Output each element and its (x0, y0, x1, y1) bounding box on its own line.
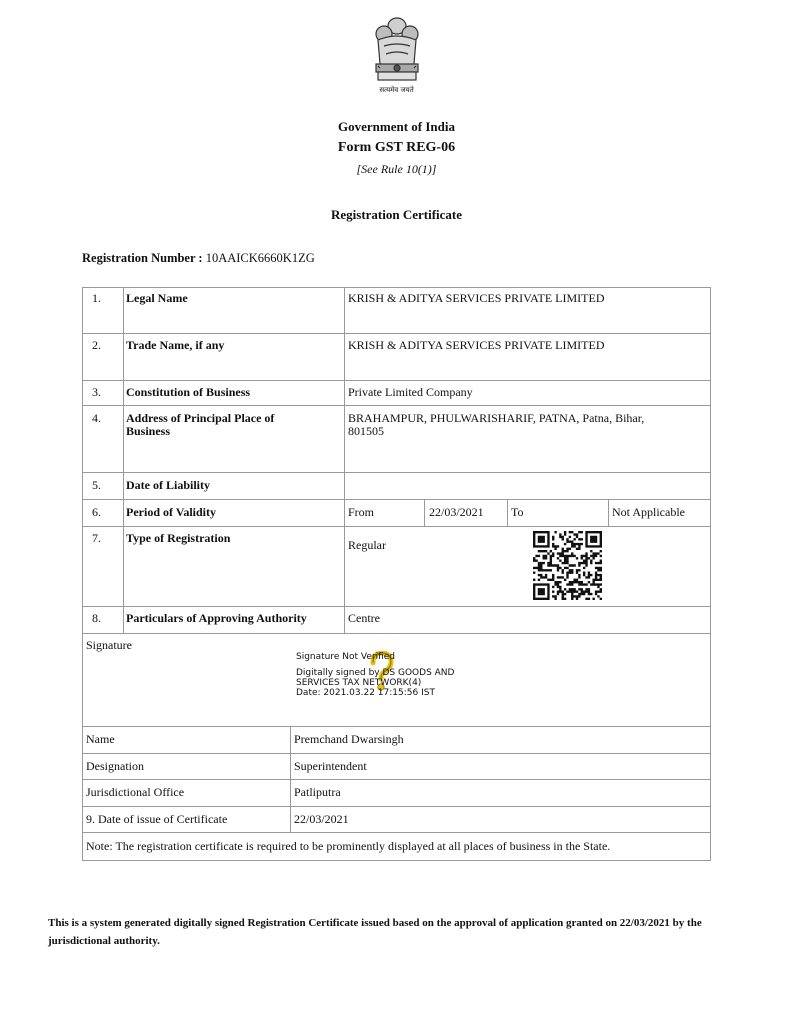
officer-name-value: Premchand Dwarsingh (294, 732, 404, 746)
date-of-liability-label: Date of Liability (126, 478, 210, 492)
validity-from-date: 22/03/2021 (429, 505, 484, 519)
registration-number-label: Registration Number : (82, 251, 203, 265)
row-1-number: 1. (92, 291, 101, 305)
footer-statement: This is a system generated digitally signed Registration Certificate issued based on the approval of application granted on 22/03/2021 by the jurisdictional authority. (48, 917, 702, 947)
form-heading: Form GST REG-06 (337, 140, 456, 155)
signature-status-text: Signature Not Verified (296, 652, 396, 662)
emblem-motto: सत्यमेव जयते (379, 86, 414, 94)
constitution-value: Private Limited Company (348, 385, 473, 399)
row-3-number: 3. (92, 385, 101, 399)
officer-name-label: Name (86, 732, 115, 746)
validity-to-value: Not Applicable (612, 505, 685, 519)
address-label-line-2: Business (126, 424, 171, 438)
row-6-number: 6. (92, 505, 101, 519)
address-label-line-1: Address of Principal Place of (126, 411, 275, 425)
row-5-number: 5. (92, 478, 101, 492)
period-of-validity-label: Period of Validity (126, 505, 217, 519)
issue-date-value: 22/03/2021 (294, 812, 349, 826)
jurisdictional-office-label: Jurisdictional Office (86, 785, 185, 799)
type-of-registration-value: Regular (348, 538, 386, 552)
government-heading: Government of India (338, 119, 455, 134)
row-4-number: 4. (92, 411, 101, 425)
signature-date: Date: 2021.03.22 17:15:56 IST (296, 688, 435, 698)
address-value-line-2: 801505 (348, 424, 384, 438)
rule-reference: [See Rule 10(1)] (356, 162, 437, 176)
designation-value: Superintendent (294, 759, 367, 773)
validity-from-label: From (348, 505, 375, 519)
signature-signed-by-line-2: SERVICES TAX NETWORK(4) (296, 678, 422, 688)
row-7-number: 7. (92, 531, 101, 545)
approving-authority-label: Particulars of Approving Authority (126, 611, 307, 625)
registration-number-value: 10AAICK6660K1ZG (205, 251, 315, 265)
certificate-title: Registration Certificate (330, 207, 463, 222)
jurisdictional-office-value: Patliputra (294, 785, 341, 799)
approving-authority-value: Centre (348, 611, 380, 625)
signature-signed-by-line-1: Digitally signed by DS GOODS AND (296, 668, 455, 678)
display-note: Note: The registration certificate is required to be prominently displayed at all places of business in the State. (86, 839, 611, 853)
registration-number-line (82, 251, 315, 266)
legal-name-value: KRISH & ADITYA SERVICES PRIVATE LIMITED (348, 291, 605, 305)
legal-name-label: Legal Name (126, 291, 188, 305)
designation-label: Designation (86, 759, 144, 773)
constitution-label: Constitution of Business (126, 385, 251, 399)
issue-date-label: 9. Date of issue of Certificate (86, 812, 228, 826)
qr-code-icon (533, 531, 602, 600)
type-of-registration-label: Type of Registration (126, 531, 231, 545)
address-value-line-1: BRAHAMPUR, PHULWARISHARIF, PATNA, Patna, Bihar, (348, 411, 645, 425)
validity-to-label: To (511, 505, 524, 519)
trade-name-label: Trade Name, if any (126, 338, 225, 352)
row-2-number: 2. (92, 338, 101, 352)
row-8-number: 8. (92, 611, 101, 625)
trade-name-value: KRISH & ADITYA SERVICES PRIVATE LIMITED (348, 338, 605, 352)
signature-label: Signature (86, 638, 132, 652)
